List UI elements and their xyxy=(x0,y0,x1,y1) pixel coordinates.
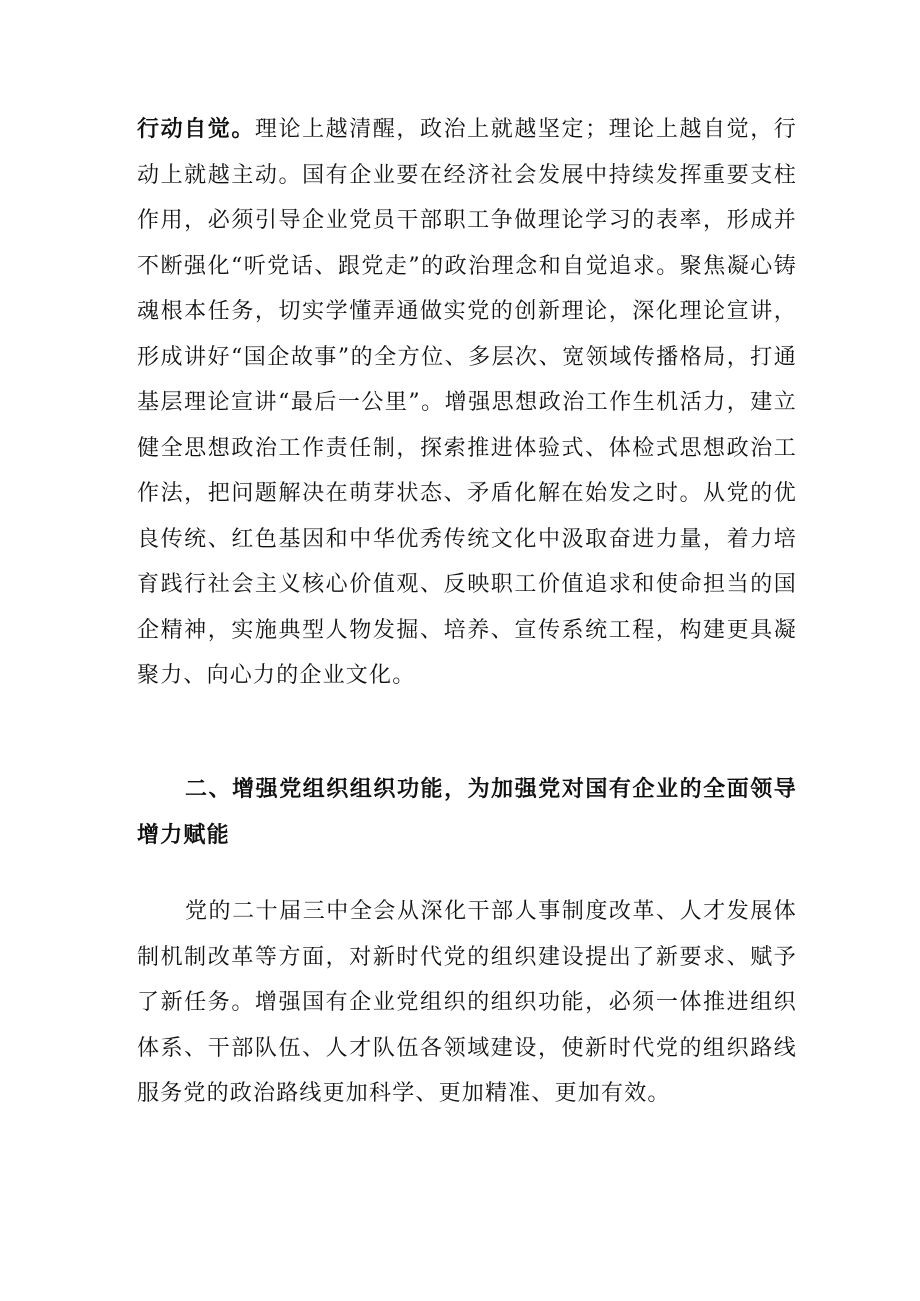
body-paragraph-2: 党的二十届三中全会从深化干部人事制度改革、人才发展体制机制改革等方面，对新时代党的组织建设提出了新要求、赋予了新任务。增强国有企业党组织的组织功能，必须一体推进组织体系、干部队伍、人才队伍各领域建设，使新时代党的组织路线服务党的政治路线更加科学、更加精准、更加有效。 xyxy=(137,899,797,1106)
paragraph-lead-bold: 行动自觉。 xyxy=(137,116,255,142)
body-paragraph xyxy=(137,107,797,699)
paragraph-body-text: 理论上越清醒，政治上就越坚定；理论上越自觉，行动上就越主动。国有企业要在经济社会发展中持续发挥重要支柱作用，必须引导企业党员干部职工争做理论学习的表率，形成并不断强化“听党话、跟党走”的政治理念和自觉追求。聚焦凝心铸魂根本任务，切实学懂弄通做实党的创新理论，深化理论宣讲，形成讲好“国企故事”的全方位、多层次、宽领域传播格局，打通基层理论宣讲“最后一公里”。增强思想政治工作生机活力，建立健全思想政治工作责任制，探索推进体验式、体检式思想政治工作法，把问题解决在萌芽状态、矛盾化解在始发之时。从党的优良传统、红色基因和中华优秀传统文化中汲取奋进力量，着力培育践行社会主义核心价值观、反映职工价值追求和使命担当的国企精神，实施典型人物发掘、培养、宣传系统工程，构建更具凝聚力、向心力的企业文化。 xyxy=(137,117,797,688)
section-heading: 二、增强党组织组织功能，为加强党对国有企业的全面领导增力赋能 xyxy=(137,776,797,848)
